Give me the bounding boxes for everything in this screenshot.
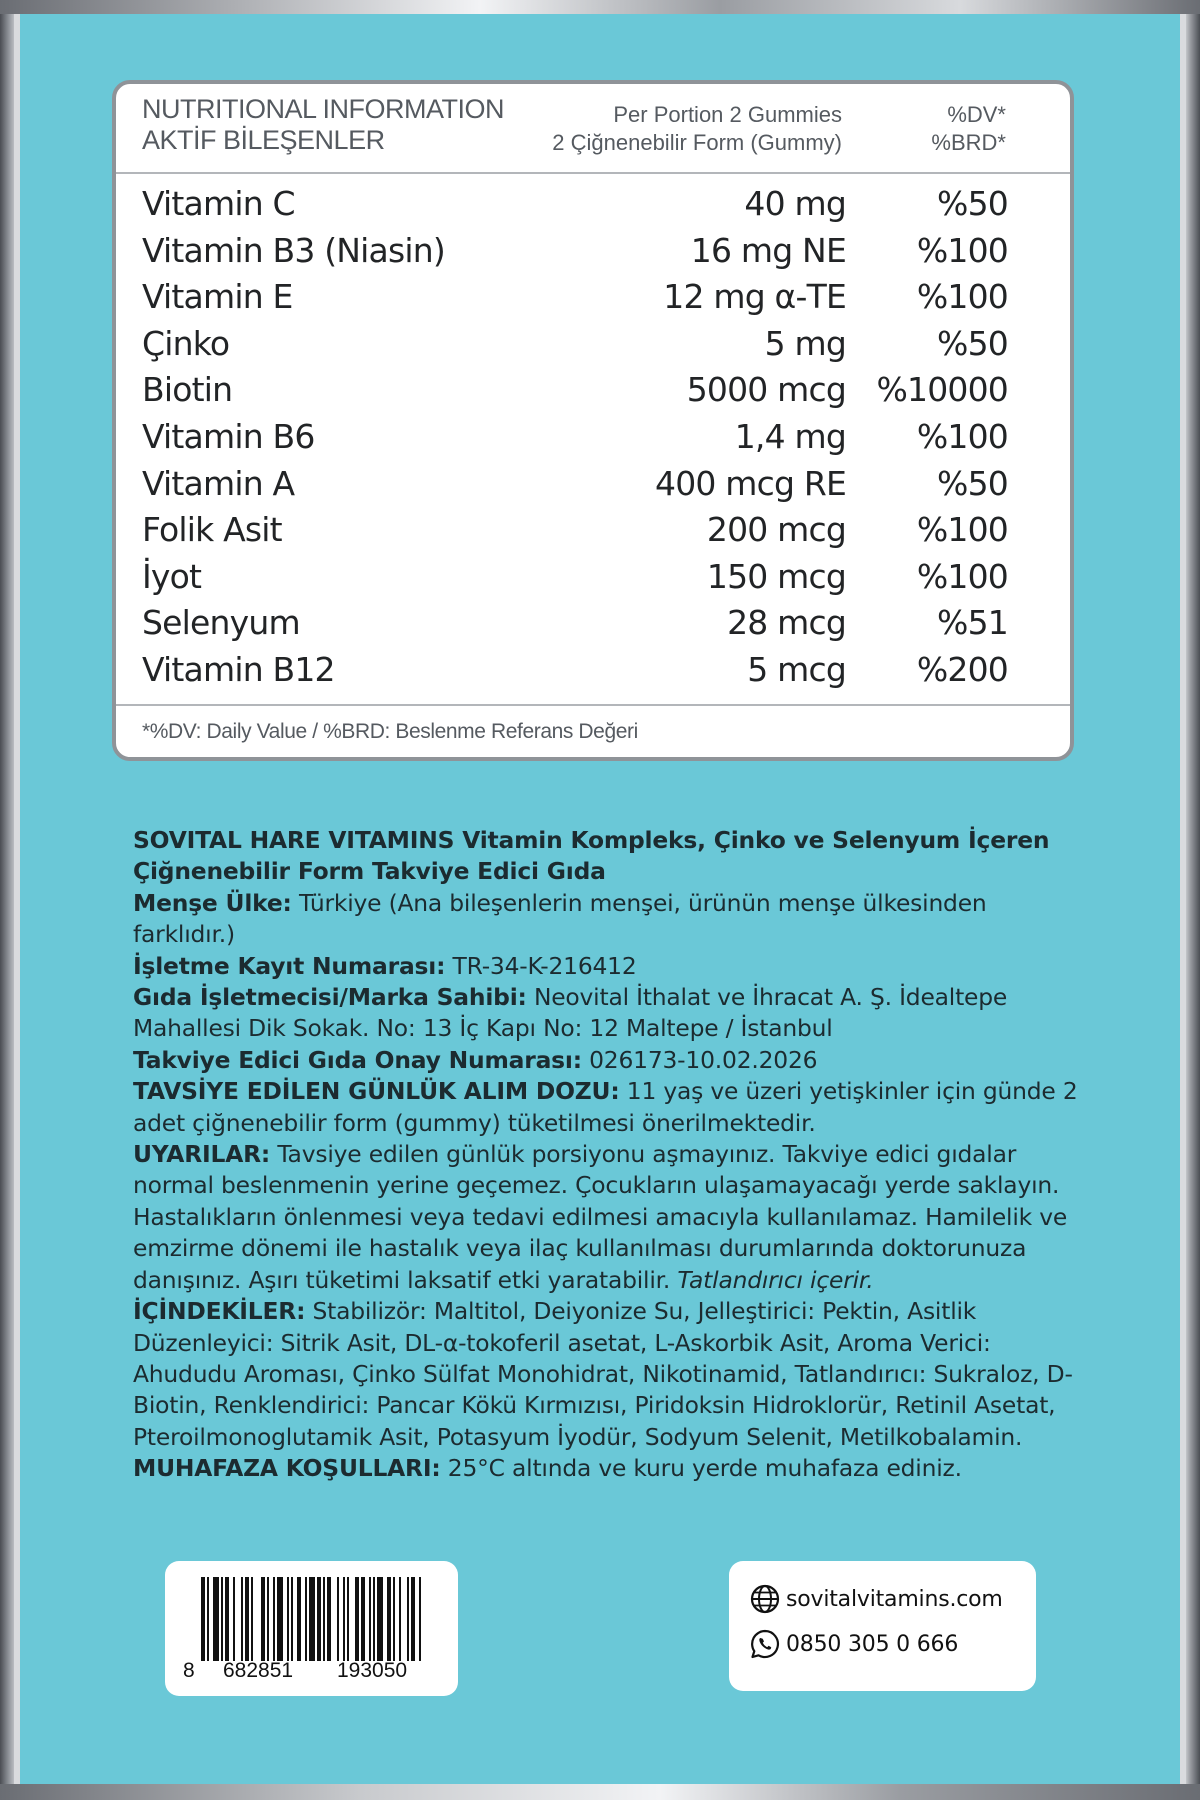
ingredients-label: İÇİNDEKİLER: xyxy=(133,1297,306,1326)
registration-label: İşletme Kayıt Numarası: xyxy=(133,951,446,980)
barcode-bar xyxy=(347,1577,349,1661)
nutrient-name: Biotin xyxy=(142,370,233,410)
barcode-bar xyxy=(355,1577,359,1661)
nutrient-amount: 5 mcg xyxy=(747,649,846,689)
whatsapp-icon xyxy=(749,1628,781,1660)
barcode-bar xyxy=(399,1577,401,1661)
dose-label: TAVSİYE EDİLEN GÜNLÜK ALIM DOZU: xyxy=(133,1077,620,1106)
barcode-bar xyxy=(297,1577,301,1661)
phone-number[interactable]: 0850 305 0 666 xyxy=(786,1631,959,1657)
portion-tr: 2 Çiğnenebilir Form (Gummy) xyxy=(552,130,842,155)
website-row[interactable] xyxy=(749,1583,1003,1615)
barcode-digits-right: 193050 xyxy=(337,1659,408,1682)
nutrient-dv: %200 xyxy=(916,649,1008,689)
barcode-bar xyxy=(343,1577,345,1661)
barcode-bar xyxy=(411,1577,415,1661)
barcode-bar xyxy=(393,1577,395,1661)
nutrient-name: Çinko xyxy=(142,323,230,363)
registration-text: TR-34-K-216412 xyxy=(452,951,637,980)
nutrient-name: Selenyum xyxy=(142,603,300,643)
nutrient-row xyxy=(116,417,1070,464)
phone-row[interactable] xyxy=(749,1628,958,1660)
barcode-bar xyxy=(241,1577,243,1661)
barcode-bar xyxy=(327,1577,331,1661)
barcode-bar xyxy=(377,1577,383,1661)
brd-header: %BRD* xyxy=(931,130,1006,155)
nutrient-dv: %50 xyxy=(937,184,1008,223)
barcode-bar xyxy=(419,1577,421,1661)
nutrient-row xyxy=(116,650,1070,697)
nutrient-amount: 5000 mcg xyxy=(686,370,846,410)
origin-label: Menşe Ülke: xyxy=(133,888,292,917)
website-link[interactable]: sovitalvitamins.com xyxy=(786,1586,1003,1612)
footnote-text: *%DV: Daily Value / %BRD: Beslenme Referans Değeri xyxy=(142,720,638,743)
frame-bottom xyxy=(0,1784,1200,1800)
ingredients-text: Stabilizör: Maltitol, Deiyonize Su, Jelleştirici: Pektin, Asitlik Düzenleyici: Sitrik Asit, DL-α-tokoferil asetat, L-Askorbik Asit, Aroma Verici: Ahududu Aroması, Çinko Sülfat Monohidrat, Nikotinamid, Tatlandırıcı: Sukraloz, D-Biotin, Renklendirici: Pancar Kökü Kırmızısı, Piridoksin Hidroklorür, Retinil Asetat, Pteroilmonoglutamik Asit, Potasyum İyodür, Sodyum Selenit, Metilkobalamin. xyxy=(133,1297,1073,1451)
nutrient-amount: 150 mcg xyxy=(706,556,846,596)
barcode-digits-left: 682851 xyxy=(223,1659,294,1682)
nutrient-dv: %100 xyxy=(916,230,1008,270)
nutrient-row xyxy=(116,510,1070,557)
approval-text: 026173-10.02.2026 xyxy=(589,1045,818,1074)
barcode-bar xyxy=(323,1577,325,1661)
barcode-bar xyxy=(337,1577,339,1661)
nutrient-name: Vitamin A xyxy=(142,463,295,503)
origin-text: Türkiye (Ana bileşenlerin menşei, ürünün menşe ülkesinden farklıdır.) xyxy=(133,888,987,949)
approval-label: Takviye Edici Gıda Onay Numarası: xyxy=(133,1045,582,1074)
nutrient-amount: 5 mg xyxy=(764,323,846,363)
nutrient-row xyxy=(116,324,1070,371)
nutrient-dv: %50 xyxy=(937,463,1008,503)
nutrient-row xyxy=(116,184,1070,231)
nutrition-header xyxy=(116,84,1070,174)
nutrient-name: Vitamin E xyxy=(142,277,293,317)
portion-en: Per Portion 2 Gummies xyxy=(613,102,842,127)
nutrient-name: Folik Asit xyxy=(142,510,282,550)
nutrient-amount: 200 mcg xyxy=(706,510,846,550)
barcode-bar xyxy=(233,1577,235,1661)
frame-top xyxy=(0,0,1200,14)
barcode-bar xyxy=(287,1577,289,1661)
nutrient-row xyxy=(116,603,1070,650)
nutrient-amount: 40 mg xyxy=(744,184,846,223)
barcode-bar xyxy=(201,1577,205,1661)
owner-label: Gıda İşletmecisi/Marka Sahibi: xyxy=(133,983,527,1012)
nutrient-amount: 12 mg α-TE xyxy=(663,277,846,317)
barcode-bar xyxy=(251,1577,253,1661)
nutrient-name: Vitamin C xyxy=(142,184,295,223)
barcode-bar xyxy=(225,1577,229,1661)
product-name: SOVITAL HARE VITAMINS Vitamin Kompleks, Çinko ve Selenyum İçeren Çiğnenebilir Form Takviye Edici Gıda xyxy=(133,826,1050,886)
barcode-bar xyxy=(207,1577,209,1661)
dv-header: %DV* xyxy=(947,102,1006,127)
barcode-bar xyxy=(309,1577,315,1661)
nutrient-dv: %51 xyxy=(937,603,1008,643)
barcode-bar xyxy=(277,1577,283,1661)
nutrient-row xyxy=(116,277,1070,324)
barcode-bar xyxy=(361,1577,365,1661)
product-info xyxy=(133,825,1093,1485)
barcode-bar xyxy=(369,1577,371,1661)
barcode-bar xyxy=(407,1577,409,1661)
nutrient-amount: 400 mcg RE xyxy=(655,463,846,503)
nutrient-row xyxy=(116,557,1070,604)
barcode-bar xyxy=(267,1577,269,1661)
sweetener-note: Tatlandırıcı içerir. xyxy=(677,1265,874,1294)
nutrient-dv: %100 xyxy=(916,510,1008,550)
barcode-bar xyxy=(387,1577,391,1661)
warnings-label: UYARILAR: xyxy=(133,1140,271,1169)
barcode-bar xyxy=(291,1577,293,1661)
nutrient-amount: 16 mg NE xyxy=(690,230,846,270)
barcode-bar xyxy=(221,1577,223,1661)
nutrition-title-en: NUTRITIONAL INFORMATION xyxy=(142,94,504,124)
nutrient-amount: 1,4 mg xyxy=(734,416,846,456)
barcode xyxy=(165,1561,458,1696)
nutrient-amount: 28 mcg xyxy=(727,603,846,643)
barcode-bar xyxy=(213,1577,219,1661)
barcode-bars xyxy=(201,1577,423,1661)
nutrient-name: Vitamin B6 xyxy=(142,416,315,456)
globe-icon xyxy=(749,1583,781,1615)
nutrient-dv: %100 xyxy=(916,556,1008,596)
nutrient-row xyxy=(116,370,1070,417)
barcode-digit-first: 8 xyxy=(183,1659,195,1682)
storage-text: 25°C altında ve kuru yerde muhafaza ediniz. xyxy=(447,1454,962,1483)
nutrient-dv: %10000 xyxy=(876,370,1008,410)
storage-label: MUHAFAZA KOŞULLARI: xyxy=(133,1454,441,1483)
warnings-text: Tavsiye edilen günlük porsiyonu aşmayınız. Takviye edici gıdalar normal beslenmenin yerine geçemez. Çocukların ulaşamayacağı yerde saklayın. Hastalıkların önlenmesi veya tedavi edilmesi amacıyla kullanılamaz. Hamilelik ve emzirme dönemi ile hastalık veya ilaç kullanılması durumlarında doktorunuza danışınız. Aşırı tüketimi laksatif etki yaratabilir. xyxy=(133,1140,1068,1294)
nutrient-dv: %50 xyxy=(937,323,1008,363)
barcode-bar xyxy=(273,1577,275,1661)
barcode-bar xyxy=(305,1577,307,1661)
contact-box xyxy=(729,1561,1036,1691)
nutrient-dv: %100 xyxy=(916,416,1008,456)
barcode-bar xyxy=(261,1577,265,1661)
nutrient-row xyxy=(116,231,1070,278)
dose-text: 11 yaş ve üzeri yetişkinler için günde 2 adet çiğnenebilir form (gummy) tüketilmesi önerilmektedir. xyxy=(133,1077,1078,1137)
nutrition-table xyxy=(112,80,1074,761)
nutrient-name: Vitamin B12 xyxy=(142,649,335,689)
barcode-bar xyxy=(317,1577,321,1661)
nutrient-name: İyot xyxy=(142,556,202,596)
nutrient-dv: %100 xyxy=(916,277,1008,317)
barcode-bar xyxy=(245,1577,249,1661)
nutrient-name: Vitamin B3 (Niasin) xyxy=(142,230,445,270)
nutrition-title-tr: AKTİF BİLEŞENLER xyxy=(142,125,385,155)
nutrition-rows xyxy=(116,184,1070,697)
nutrition-footnote xyxy=(116,704,1070,761)
owner-text: Neovital İthalat ve İhracat A. Ş. İdealtepe Mahallesi Dik Sokak. No: 13 İç Kapı No: 12 Maltepe / İstanbul xyxy=(133,983,1008,1043)
barcode-bar xyxy=(373,1577,375,1661)
nutrient-row xyxy=(116,464,1070,511)
